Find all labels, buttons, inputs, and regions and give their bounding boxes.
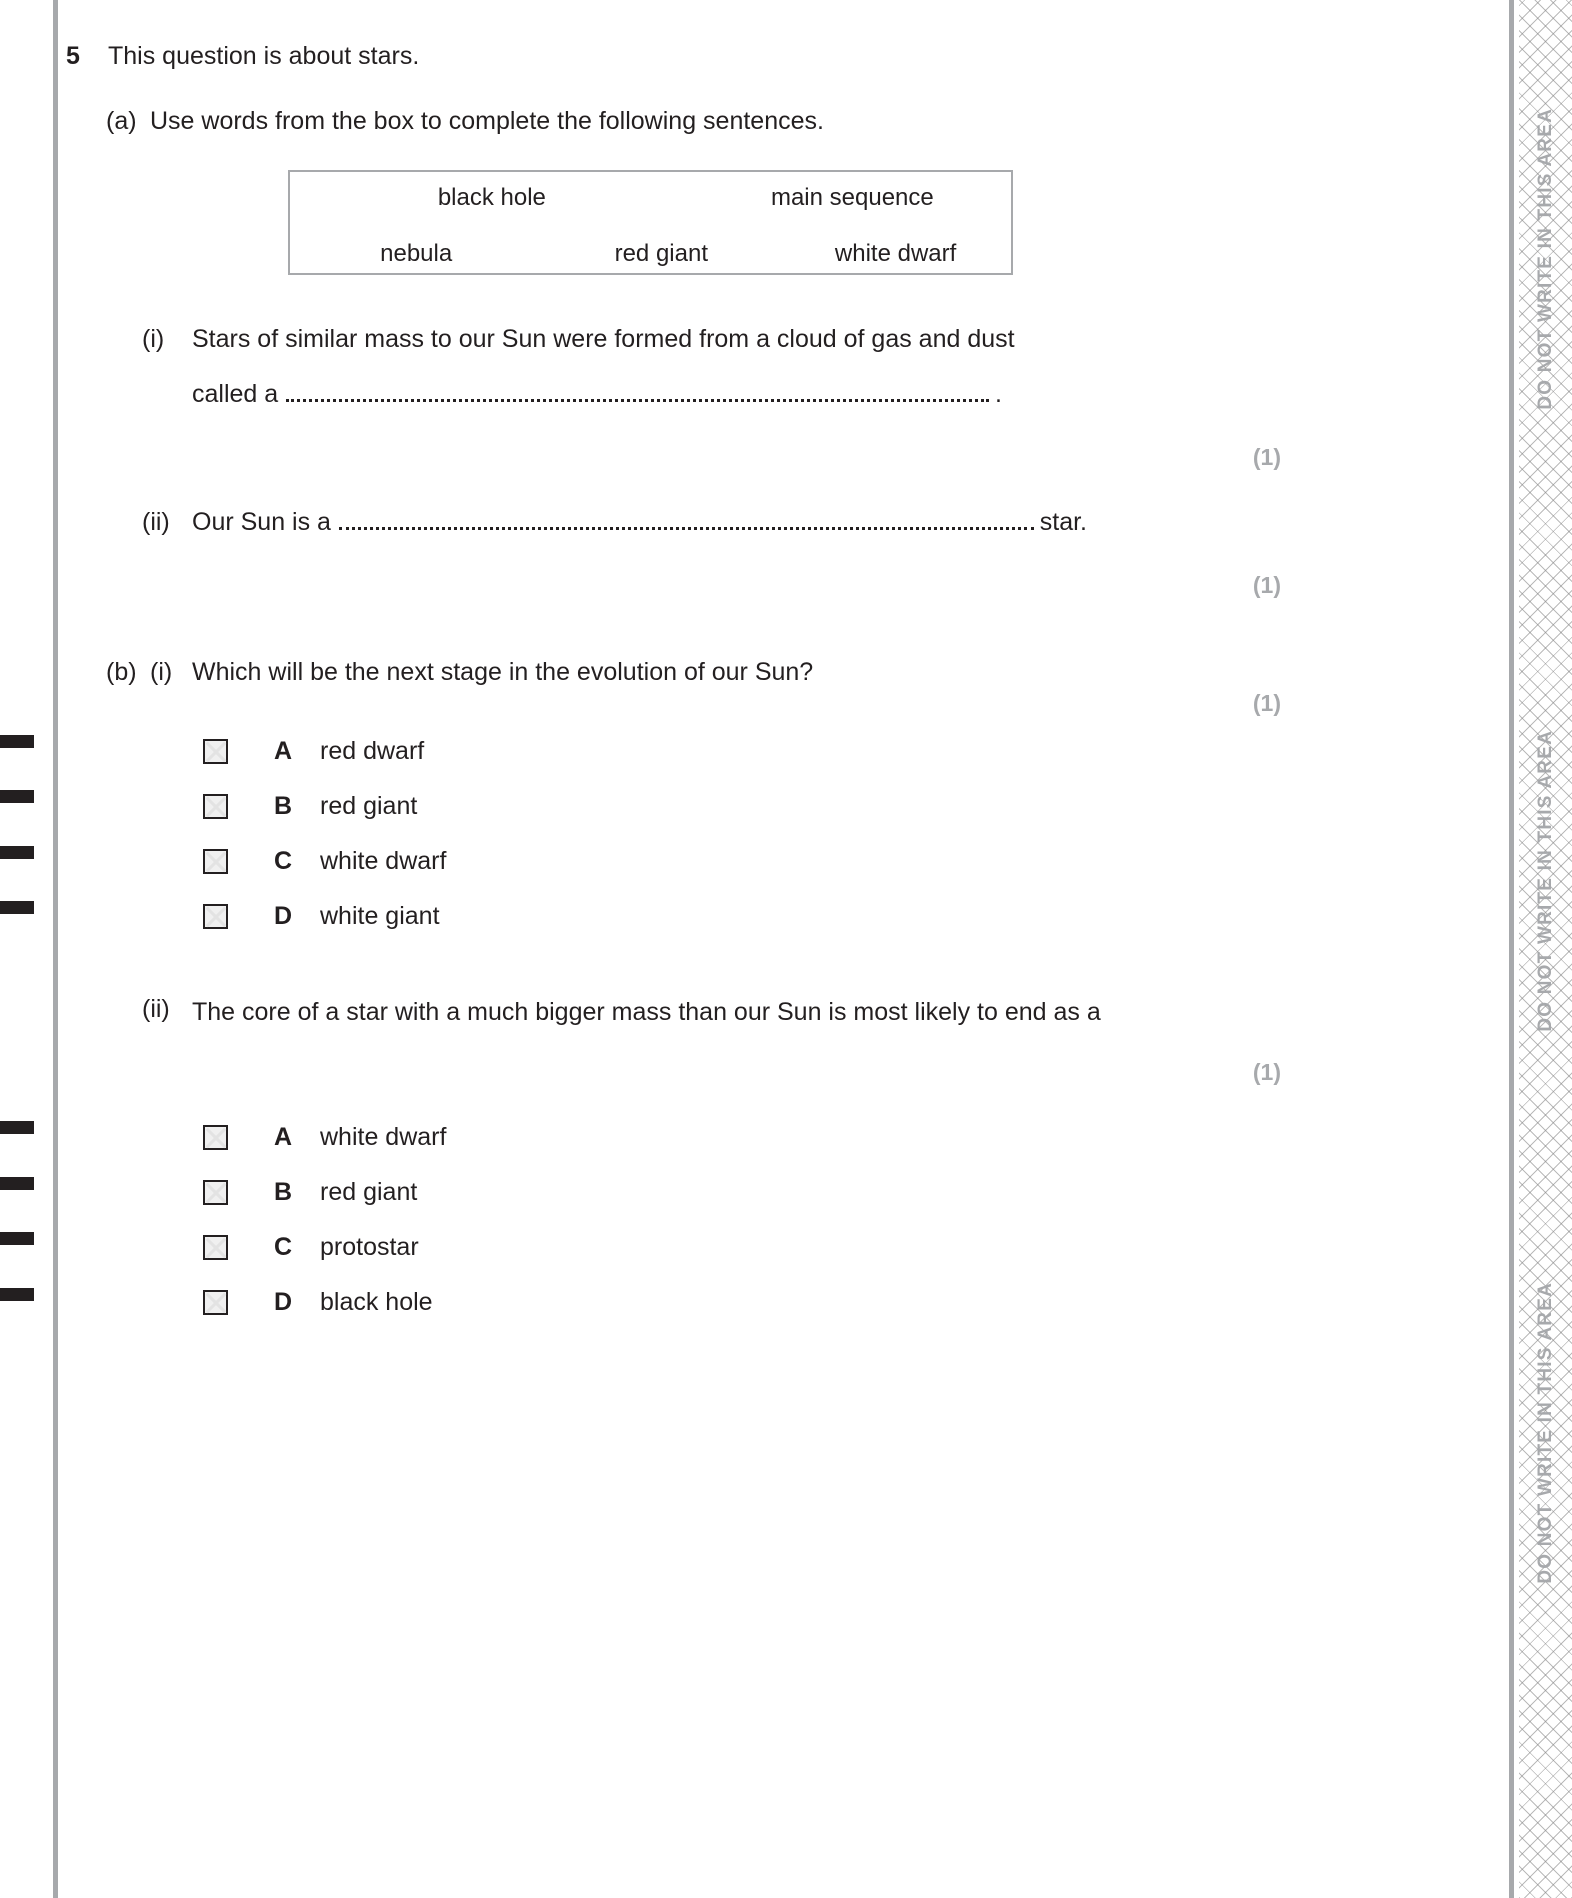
part-b-i-question: Which will be the next stage in the evolution of our Sun? (192, 658, 814, 686)
option-row[interactable] (203, 1110, 446, 1165)
answer-line-prefix: called a (192, 380, 279, 408)
do-not-write-label: DO NOT WRITE IN THIS AREA (1534, 108, 1556, 410)
option-row[interactable] (203, 724, 446, 779)
part-a-i-answer-line (192, 380, 1002, 409)
word-option: red giant (614, 240, 708, 267)
option-label: red giant (320, 1178, 418, 1206)
margin-tick (0, 1177, 34, 1190)
part-b-i-label: (i) (150, 658, 173, 686)
option-row[interactable] (203, 1165, 446, 1220)
option-letter: B (274, 1178, 293, 1206)
margin-tick (0, 846, 34, 859)
option-row[interactable] (203, 834, 446, 889)
margin-tick (0, 901, 34, 914)
answer-line-suffix: . (995, 380, 1002, 408)
checkbox-icon[interactable] (203, 1290, 228, 1315)
margin-tick (0, 1121, 34, 1134)
option-letter: A (274, 737, 293, 765)
option-label: protostar (320, 1233, 419, 1261)
margin-tick (0, 1232, 34, 1245)
option-letter: B (274, 792, 293, 820)
question-stem: This question is about stars. (108, 42, 420, 70)
do-not-write-label: DO NOT WRITE IN THIS AREA (1534, 1282, 1556, 1584)
word-option: nebula (380, 240, 453, 267)
option-row[interactable] (203, 1275, 446, 1330)
part-b-ii-options (203, 1110, 446, 1330)
checkbox-icon[interactable] (203, 794, 228, 819)
checkbox-icon[interactable] (203, 904, 228, 929)
checkbox-icon[interactable] (203, 739, 228, 764)
checkbox-icon[interactable] (203, 1125, 228, 1150)
option-label: red giant (320, 792, 418, 820)
checkbox-icon[interactable] (203, 1180, 228, 1205)
option-row[interactable] (203, 779, 446, 834)
answer-line-suffix: star. (1039, 508, 1087, 536)
word-option: black hole (437, 184, 546, 211)
part-a-i-label: (i) (142, 325, 165, 353)
option-letter: C (274, 1233, 293, 1261)
part-b-label: (b) (106, 658, 137, 686)
answer-blank[interactable] (339, 527, 1034, 530)
part-a-ii-answer-line (192, 508, 1087, 537)
margin-tick (0, 1288, 34, 1301)
option-label: white giant (320, 902, 440, 930)
option-label: black hole (320, 1288, 433, 1316)
part-b-i-options (203, 724, 446, 944)
option-label: red dwarf (320, 737, 425, 765)
part-a-instruction: Use words from the box to complete the following sentences. (150, 107, 824, 135)
word-option: main sequence (770, 184, 934, 211)
mark-allocation: (1) (1252, 1059, 1281, 1085)
option-row[interactable] (203, 1220, 446, 1275)
right-margin-rule (1509, 0, 1514, 1898)
part-a-label: (a) (106, 107, 137, 135)
option-letter: D (274, 902, 293, 930)
option-label: white dwarf (320, 847, 447, 875)
option-letter: D (274, 1288, 293, 1316)
part-b-ii-label: (ii) (142, 995, 170, 1023)
margin-tick (0, 735, 34, 748)
question-number: 5 (66, 42, 80, 70)
mark-allocation: (1) (1252, 572, 1281, 598)
option-letter: A (274, 1123, 293, 1151)
part-a-ii-label: (ii) (142, 508, 170, 536)
option-label: white dwarf (320, 1123, 447, 1151)
part-b-ii-question: The core of a star with a much bigger mass than our Sun is most likely to end as a (192, 998, 1101, 1026)
checkbox-icon[interactable] (203, 849, 228, 874)
mark-allocation: (1) (1252, 444, 1281, 470)
do-not-write-strip (1519, 0, 1572, 1898)
do-not-write-label: DO NOT WRITE IN THIS AREA (1534, 730, 1556, 1032)
word-box-row (290, 184, 1011, 212)
word-box-row (290, 240, 1011, 268)
question-content (58, 0, 1509, 1898)
margin-tick (0, 790, 34, 803)
part-a-i-text: Stars of similar mass to our Sun were formed from a cloud of gas and dust (192, 325, 1015, 353)
word-box (288, 170, 1013, 275)
mark-allocation: (1) (1252, 690, 1281, 716)
option-row[interactable] (203, 889, 446, 944)
checkbox-icon[interactable] (203, 1235, 228, 1260)
answer-line-prefix: Our Sun is a (192, 508, 331, 536)
option-letter: C (274, 847, 293, 875)
word-option: white dwarf (834, 240, 957, 267)
answer-blank[interactable] (286, 399, 989, 402)
